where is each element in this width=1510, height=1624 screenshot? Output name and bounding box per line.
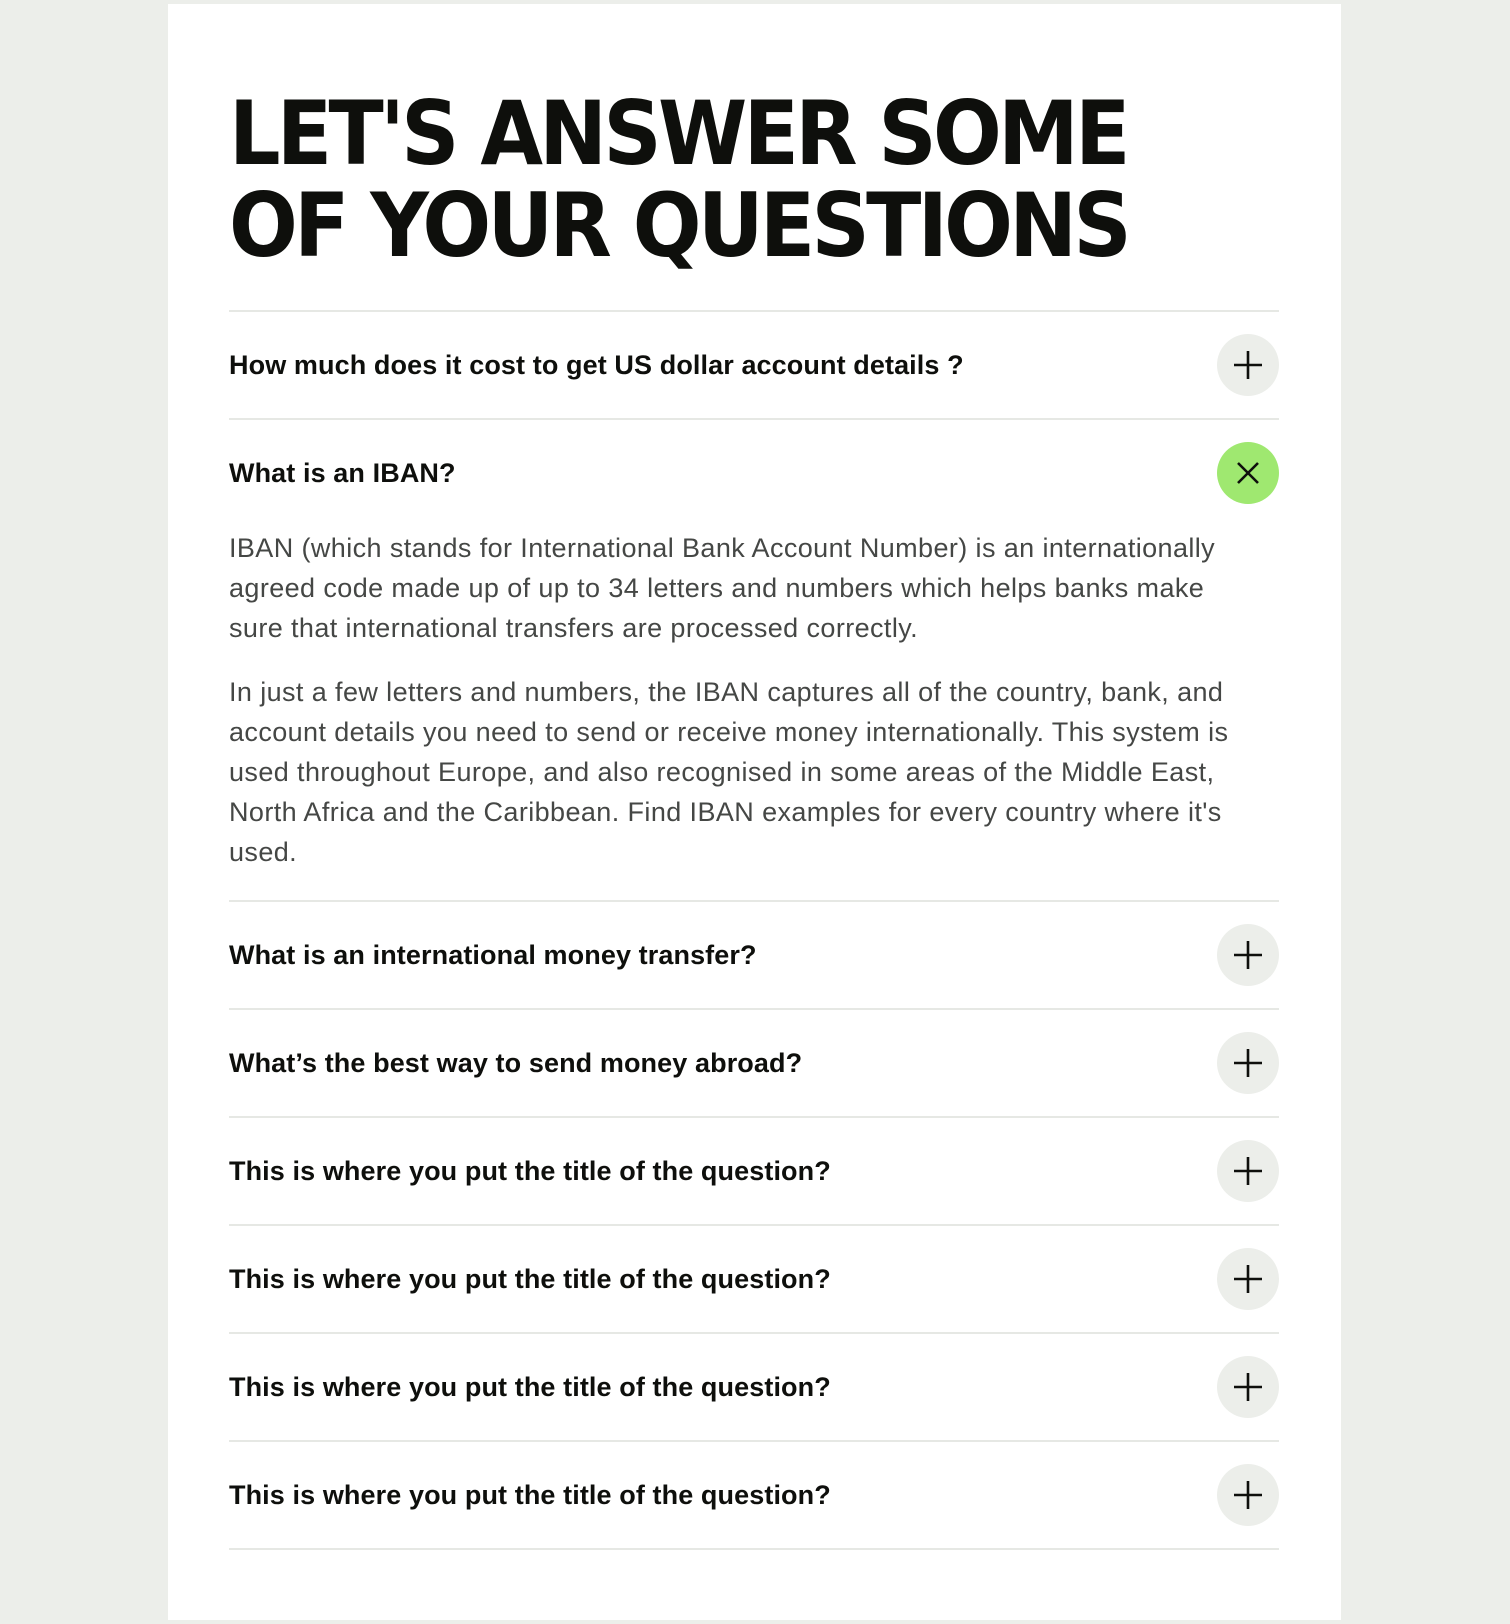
collapse-toggle-button[interactable] <box>1217 442 1279 504</box>
faq-accordion <box>229 310 1279 1550</box>
faq-item <box>229 1334 1279 1442</box>
close-icon <box>1234 459 1262 487</box>
faq-question-header[interactable] <box>229 1442 1279 1548</box>
faq-question-text: What’s the best way to send money abroad? <box>229 1047 803 1078</box>
faq-item <box>229 312 1279 420</box>
plus-icon <box>1232 1479 1264 1511</box>
faq-item <box>229 1118 1279 1226</box>
expand-toggle-button[interactable] <box>1217 1248 1279 1310</box>
faq-question-header[interactable] <box>229 1118 1279 1224</box>
expand-toggle-button[interactable] <box>1217 1464 1279 1526</box>
faq-question-text: This is where you put the title of the question? <box>229 1479 831 1510</box>
page-title <box>229 82 1195 277</box>
plus-icon <box>1232 939 1264 971</box>
faq-section <box>229 82 1279 1510</box>
plus-icon <box>1232 1263 1264 1295</box>
expand-toggle-button[interactable] <box>1217 334 1279 396</box>
faq-question-text: What is an IBAN? <box>229 457 456 488</box>
faq-answer-paragraph: In just a few letters and numbers, the IBAN captures all of the country, bank, and account details you need to send or receive money internationally. This system is used throughout Europe, and also recognised in some areas of the Middle East, North Africa and the Caribbean. Find IBAN examples for every country where it's used. <box>229 677 1229 867</box>
faq-question-header[interactable] <box>229 1226 1279 1332</box>
faq-answer-paragraph: IBAN (which stands for International Bank Account Number) is an internationally agreed code made up of up to 34 letters and numbers which helps banks make sure that international transfers are processed correctly. <box>229 533 1216 643</box>
plus-icon <box>1232 1371 1264 1403</box>
faq-answer <box>229 526 1239 900</box>
expand-toggle-button[interactable] <box>1217 1356 1279 1418</box>
plus-icon <box>1232 349 1264 381</box>
faq-question-text: This is where you put the title of the question? <box>229 1155 831 1186</box>
page-title-line-1: LET'S ANSWER SOME <box>229 82 1127 185</box>
faq-question-header[interactable] <box>229 420 1279 526</box>
plus-icon <box>1232 1155 1264 1187</box>
page-title-line-2: OF YOUR QUESTIONS <box>229 174 1128 277</box>
faq-item <box>229 902 1279 1010</box>
faq-question-text: This is where you put the title of the question? <box>229 1371 831 1402</box>
faq-question-header[interactable] <box>229 312 1279 418</box>
faq-question-text: This is where you put the title of the question? <box>229 1263 831 1294</box>
faq-question-header[interactable] <box>229 1010 1279 1116</box>
faq-question-header[interactable] <box>229 902 1279 1008</box>
faq-card <box>168 4 1341 1620</box>
faq-item <box>229 1226 1279 1334</box>
faq-item <box>229 1442 1279 1550</box>
expand-toggle-button[interactable] <box>1217 1032 1279 1094</box>
faq-question-text: What is an international money transfer? <box>229 939 757 970</box>
faq-item-expanded <box>229 420 1279 902</box>
faq-question-text: How much does it cost to get US dollar account details ? <box>229 349 964 380</box>
plus-icon <box>1232 1047 1264 1079</box>
faq-question-header[interactable] <box>229 1334 1279 1440</box>
faq-item <box>229 1010 1279 1118</box>
expand-toggle-button[interactable] <box>1217 924 1279 986</box>
expand-toggle-button[interactable] <box>1217 1140 1279 1202</box>
